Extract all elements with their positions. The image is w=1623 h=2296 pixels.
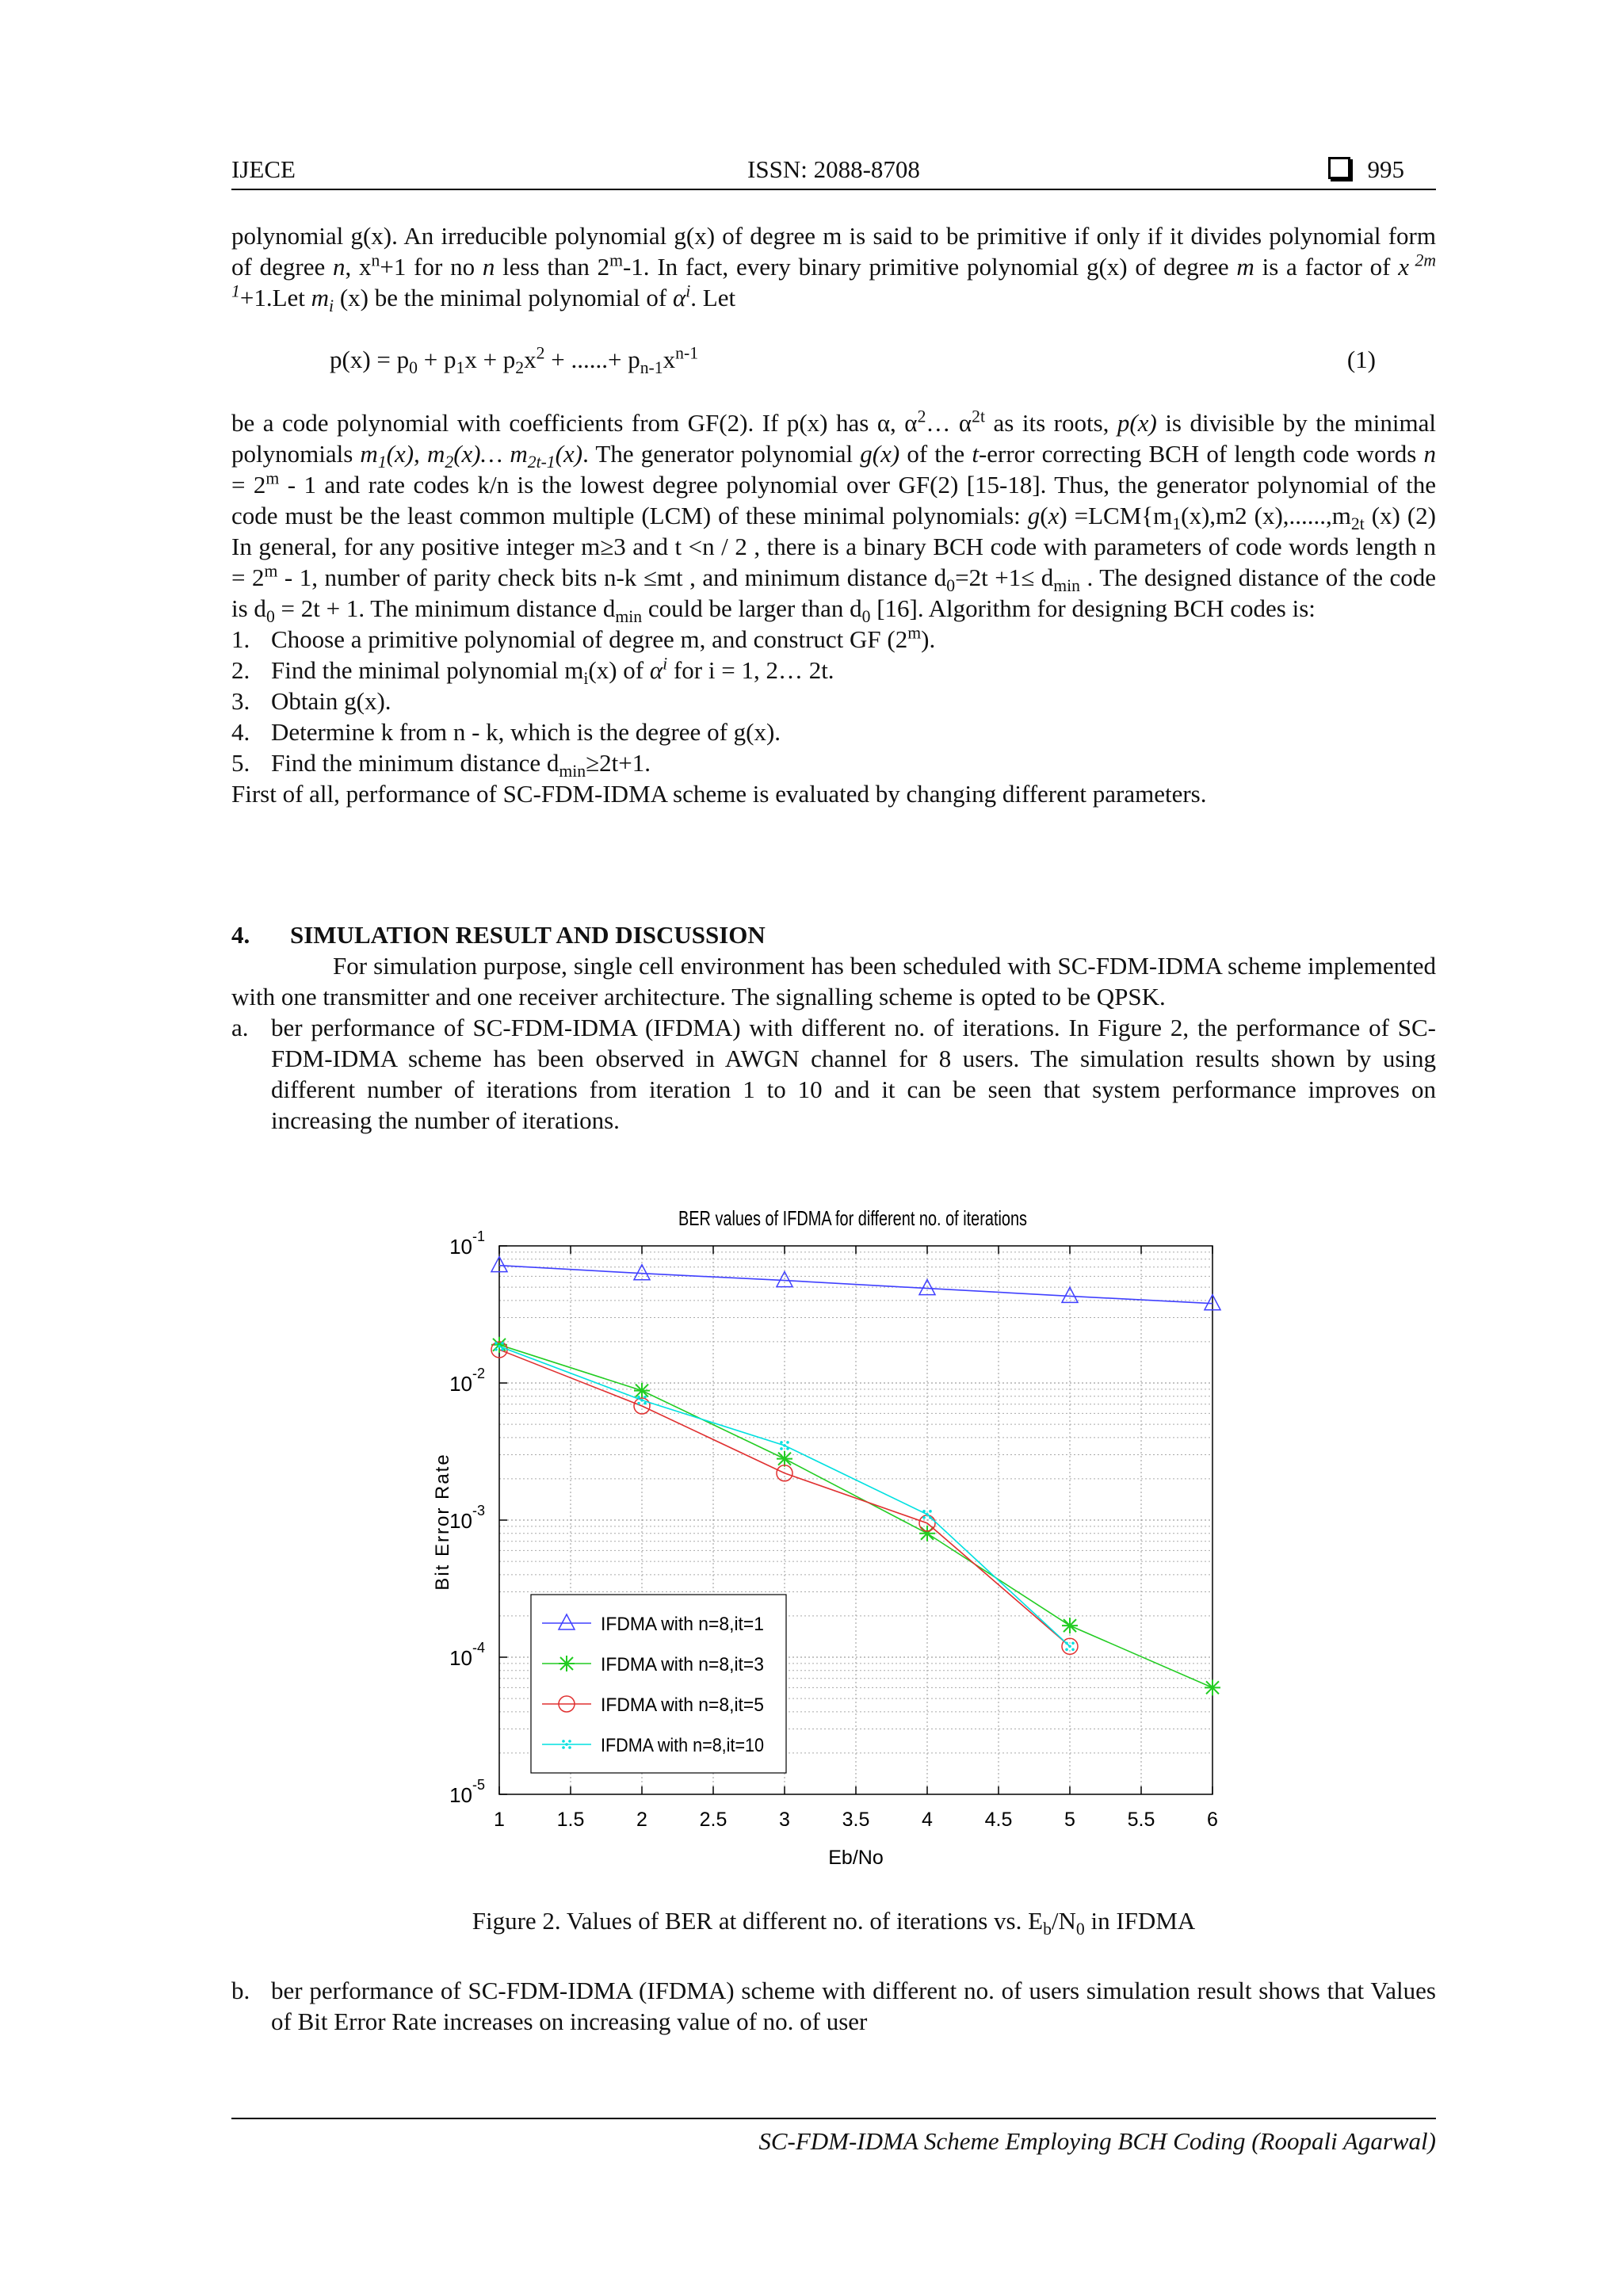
marker-star xyxy=(1205,1679,1220,1695)
marker-dot-point xyxy=(1071,1648,1075,1652)
legend-label: IFDMA with n=8,it=5 xyxy=(601,1694,764,1716)
issn: ISSN: 2088-8708 xyxy=(747,155,920,183)
x-tick-label: 2.5 xyxy=(699,1809,727,1831)
x-tick-label: 5 xyxy=(1064,1809,1075,1831)
section-heading: 4. SIMULATION RESULT AND DISCUSSION xyxy=(231,921,766,949)
marker-dot-point xyxy=(501,1342,504,1345)
x-tick-label: 6 xyxy=(1207,1809,1218,1831)
marker-dot-point xyxy=(498,1345,501,1348)
x-tick-label: 2 xyxy=(636,1809,647,1831)
step-1: 1. Choose a primitive polynomial of degree m, and construct GF (2$^m$). xyxy=(231,623,936,653)
step-5: 5. Find the minimum distance $d_{min}\ge 2t+1$. xyxy=(231,749,651,781)
marker-dot-point xyxy=(926,1513,929,1516)
y-tick-base: 10 xyxy=(449,1372,472,1396)
x-tick-label: 3.5 xyxy=(842,1809,870,1831)
paragraph-evaluation: First of all, performance of SC-FDM-IDMA scheme is evaluated by changing different parameters. xyxy=(231,780,1207,808)
marker-dot-point xyxy=(922,1516,926,1519)
marker-dot-point xyxy=(1071,1642,1075,1645)
marker-dot xyxy=(922,1510,932,1519)
y-tick-base: 10 xyxy=(449,1783,472,1807)
item-b: b. ber performance of SC-FDM-IDMA (IFDMA) scheme with different no. of users simulation result shows that Values of Bit Error Rate increases on increasing value of no. of user xyxy=(231,1977,1436,2035)
step-3: 3. Obtain g(x). xyxy=(231,687,391,715)
paragraph-bch xyxy=(231,407,1436,809)
marker-dot-point xyxy=(1068,1645,1071,1648)
step-2: 2. Find the minimal polynomial $m_i(x)$ of $\alpha^i$ for i = 1, 2… 2t. xyxy=(231,654,834,689)
item-b-block xyxy=(231,1975,1436,2037)
x-tick-label: 3 xyxy=(779,1809,790,1831)
legend-label: IFDMA with n=8,it=1 xyxy=(601,1614,764,1635)
marker-dot-point xyxy=(562,1746,565,1749)
legend-label: IFDMA with n=8,it=10 xyxy=(601,1735,764,1756)
x-tick-label: 4.5 xyxy=(984,1809,1013,1831)
y-tick-label xyxy=(449,1366,485,1396)
page-number: 995 xyxy=(1367,155,1404,183)
paragraph-intro: polynomial g(x). An irreducible polynomial g(x) of degree m is said to be primitive if only if it divides polynomial form of degree n, $x^n+1$ for no n less than 2$^m$-1. In fact, every binary primitive polynomial g(x) of degree m is a factor of x $^{2m 1}$+1.Let $m_i$ (x) be the minimal polynomial of $\alpha^i$. Let xyxy=(231,222,1436,316)
marker-dot-point xyxy=(786,1447,789,1450)
marker-dot-point xyxy=(780,1441,783,1444)
y-tick-label xyxy=(449,1640,485,1670)
marker-dot-point xyxy=(922,1510,926,1513)
chart-title: BER values of IFDMA for different no. of iterations xyxy=(678,1206,1027,1230)
marker-dot-point xyxy=(565,1743,568,1746)
x-tick-label: 5.5 xyxy=(1127,1809,1155,1831)
equation-1: $p(x) = p_0 + p_1x + p_2x^2$ + ......+ $p_{n-1}x^{n-1}$ (1) xyxy=(330,343,1376,378)
figure-2-chart xyxy=(420,1189,1228,1886)
marker-dot-point xyxy=(637,1396,640,1399)
y-tick-label xyxy=(449,1777,485,1807)
y-tick-base: 10 xyxy=(449,1509,472,1533)
marker-dot-point xyxy=(643,1402,647,1405)
legend-label: IFDMA with n=8,it=3 xyxy=(601,1654,764,1675)
figure-caption: Figure 2. Values of BER at different no. of iterations vs. $E_b/N_0$ in IFDMA xyxy=(472,1907,1196,1939)
marker-dot-point xyxy=(1065,1642,1068,1645)
y-tick-exp: -3 xyxy=(472,1503,485,1519)
equation-number: (1) xyxy=(1346,346,1376,373)
page-number-block xyxy=(1328,155,1405,184)
x-tick-label: 1.5 xyxy=(556,1809,585,1831)
marker-star xyxy=(559,1656,575,1671)
bch-description: be a code polynomial with coefficients from GF(2). If p(x) has α, $\alpha^2\dots$ $\alpha^{2t}$ as its roots, p(x) is divisible by the minimal polynomials $m_1(x)$, $m_2(x)\dots$ $m_{2t-1}(x)$. The generator polynomial g(x) of the t-error correcting BCH of length code words $n = 2^m - 1$ and rate codes k/n is the lowest degree polynomial over GF(2) [15-18]. Thus, the generator polynomial of the code must be the least common multiple (LCM) of these minimal polynomials: $g(x) =LCM\{m_1(x),m2$ $(x),......,m_{2t}$ (x) (2) In general, for any positive integer m≥3 and t <n / 2 , there is a binary BCH code with parameters of code words length $n = 2^m - 1$, number of parity check bits n-k ≤mt , and minimum distance $d_0=2t +1\le d_{min}$ . The designed distance of the code is $d_0 = 2t + 1$. The minimum distance $d_{min}$ could be larger than $d_0$ [16]. Algorithm for designing BCH codes is: xyxy=(231,407,1437,627)
marker-dot-point xyxy=(929,1516,932,1519)
x-tick-label: 4 xyxy=(922,1809,933,1831)
marker-dot-point xyxy=(1065,1648,1068,1652)
marker-dot-point xyxy=(637,1402,640,1405)
page-header xyxy=(231,155,1436,190)
y-tick-exp: -4 xyxy=(472,1640,485,1656)
checkbox-icon xyxy=(1328,157,1350,179)
x-axis-label: Eb/No xyxy=(828,1847,884,1869)
marker-dot-point xyxy=(501,1348,504,1351)
marker-dot-point xyxy=(640,1399,643,1402)
journal-name: IJECE xyxy=(231,155,296,183)
chart-legend xyxy=(531,1595,786,1773)
y-tick-exp: -2 xyxy=(472,1366,485,1381)
marker-dot-point xyxy=(568,1746,571,1749)
section-4 xyxy=(231,919,1436,1136)
page-footer: SC-FDM-IDMA Scheme Employing BCH Coding (Roopali Agarwal) xyxy=(231,2118,1436,2156)
marker-dot-point xyxy=(495,1342,498,1345)
marker-dot-point xyxy=(495,1348,498,1351)
algorithm-steps xyxy=(231,623,1436,781)
marker-dot-point xyxy=(562,1740,565,1743)
y-axis-label: Bit Error Rate xyxy=(432,1453,453,1591)
marker-dot-point xyxy=(929,1510,932,1513)
marker-dot-point xyxy=(643,1396,647,1399)
y-tick-label xyxy=(449,1228,485,1259)
y-tick-label xyxy=(449,1503,485,1533)
marker-star xyxy=(1062,1618,1078,1633)
marker-star xyxy=(634,1383,650,1399)
section-intro: For simulation purpose, single cell environment has been scheduled with SC-FDM-IDMA scheme implemented with one transmitter and one receiver architecture. The signalling scheme is opted to be QPSK. xyxy=(231,952,1436,1010)
marker-star xyxy=(777,1451,792,1467)
y-tick-labels xyxy=(449,1228,507,1807)
step-4: 4. Determine k from n - k, which is the degree of g(x). xyxy=(231,718,781,746)
marker-dot-point xyxy=(780,1447,783,1450)
y-tick-base: 10 xyxy=(449,1235,472,1259)
y-tick-exp: -1 xyxy=(472,1228,485,1244)
y-tick-base: 10 xyxy=(449,1646,472,1670)
marker-dot-point xyxy=(783,1444,786,1447)
item-a: a. ber performance of SC-FDM-IDMA (IFDMA) with different no. of iterations. In Figure 2, the performance of SC-FDM-IDMA scheme has been observed in AWGN channel for 8 users. The simulation results shown by using different number of iterations from iteration 1 to 10 and it can be seen that system performance improves on increasing the number of iterations. xyxy=(231,1014,1436,1134)
marker-dot-point xyxy=(568,1740,571,1743)
marker-dot-point xyxy=(786,1441,789,1444)
x-tick-label: 1 xyxy=(494,1809,505,1831)
y-tick-exp: -5 xyxy=(472,1777,485,1793)
